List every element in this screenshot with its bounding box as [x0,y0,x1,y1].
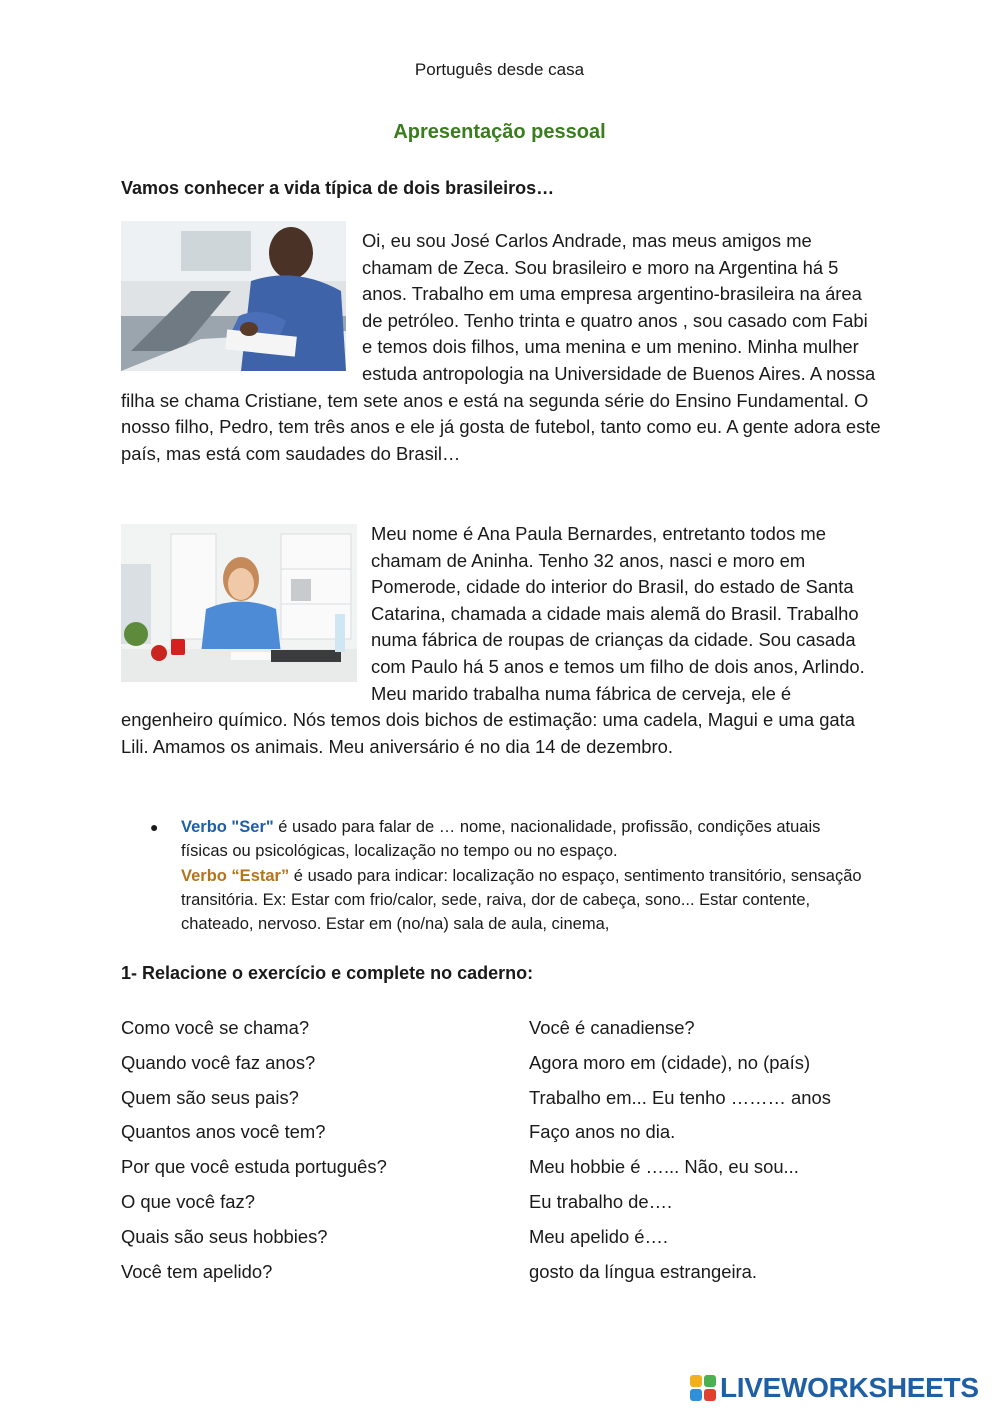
answers-column [529,1014,831,1292]
question-item: Por que você estuda português? [121,1156,387,1178]
question-item: Você tem apelido? [121,1260,273,1282]
grammar-note [150,815,870,936]
question-item: Quantos anos você tem? [121,1121,326,1143]
answer-item: Faço anos no dia. [529,1121,676,1143]
verbo-ser-text: é usado para falar de … nome, nacionalidade, profissão, condições atuais físicas ou psicológicas, localização no tempo ou no espaço. [181,818,821,861]
answer-item: Você é canadiense? [529,1017,695,1038]
question-item: Quais são seus hobbies? [121,1225,328,1247]
question-item: O que você faz? [121,1190,255,1212]
bullet-icon: ● [150,819,159,835]
logo-text: LIVEWORKSHEETS [720,1372,979,1403]
question-item: Quando você faz anos? [121,1051,316,1073]
answer-item: gosto da língua estrangeira. [529,1260,757,1282]
answer-item: Meu apelido é…. [529,1225,669,1247]
question-item: Quem são seus pais? [121,1086,299,1108]
liveworksheets-mark-icon [690,1375,716,1401]
answer-item: Meu hobbie é …... Não, eu sou... [529,1156,799,1178]
grammar-note-text [181,815,870,936]
answer-item: Trabalho em... Eu tenho ……… anos [529,1086,831,1108]
man-writing-photo [121,221,346,371]
profile-paragraph-ana: Meu nome é Ana Paula Bernardes, entretanto todos me chamam de Aninha. Tenho 32 anos, nasci e moro em Pomerode, cidade do interior do Brasil, do estado de Santa Catarina, chamada a cidade mais alemã do Brasil. Trabalho numa fábrica de roupas de crianças da cidade. Sou casada com Paulo há 5 anos e temos um filho de dois anos, Arlindo. Meu marido trabalha numa fábrica de cerveja, ele é engenheiro químico. Nós temos dois bichos de estimação: uma cadela, Magui e uma gata Lili. Amamos os animais. Meu aniversário é no dia 14 de dezembro. [121,523,865,757]
questions-column [121,1014,387,1292]
verbo-estar-text: é usado para indicar: localização no espaço, sentimento transitório, sensação transitória. Ex: Estar com frio/calor, sede, raiva, dor de cabeça, sono... Estar contente, chateado, nervoso. Estar em (no/na) sala de aula, cinema, [181,866,862,934]
question-item: Como você se chama? [121,1017,310,1038]
liveworksheets-logo[interactable] [690,1372,979,1404]
verbo-estar-label: Verbo “Estar” [181,866,290,885]
woman-office-photo [121,524,357,682]
document-header: Português desde casa [414,60,585,79]
section-subtitle: Vamos conhecer a vida típica de dois brasileiros… [121,178,555,198]
profile-paragraph-jose: Oi, eu sou José Carlos Andrade, mas meus amigos me chamam de Zeca. Sou brasileiro e moro na Argentina há 5 anos. Trabalho em uma empresa argentino-brasileira na área de petróleo. Tenho trinta e quatro anos , sou casado com Fabi e temos dois filhos, uma menina e um menino. Minha mulher estuda antropologia na Universidade de Buenos Aires. A nossa filha se chama Cristiane, tem sete anos e está na segunda série do Ensino Fundamental. O nosso filho, Pedro, tem três anos e ele já gosta de futebol, tanto como eu. A gente adora este país, mas está com saudades do Brasil… [121,228,881,467]
verbo-ser-label: Verbo "Ser" [181,818,274,836]
exercise-title: 1- Relacione o exercício e complete no caderno: [121,963,534,983]
page-title: Apresentação pessoal [393,121,606,143]
answer-item: Agora moro em (cidade), no (país) [529,1051,811,1073]
answer-item: Eu trabalho de…. [529,1190,673,1212]
